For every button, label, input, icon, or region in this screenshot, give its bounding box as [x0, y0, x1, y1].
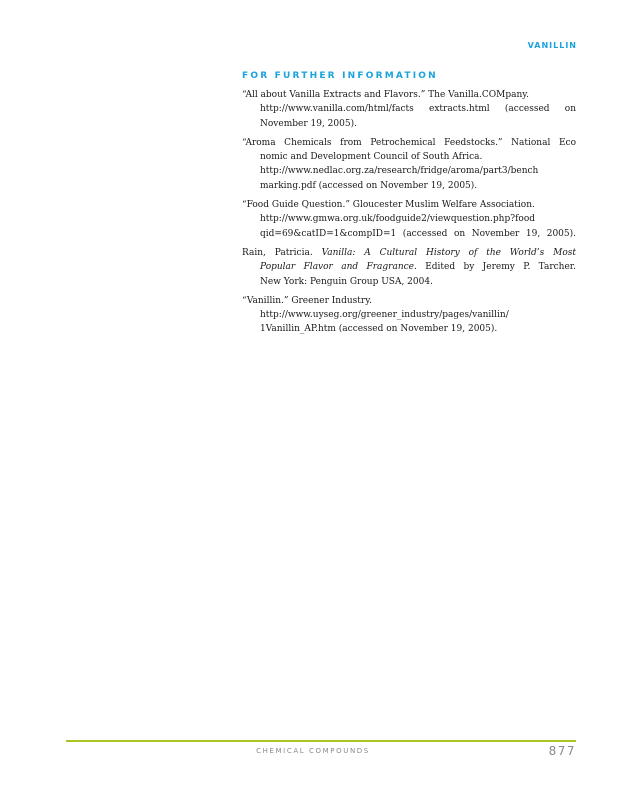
running-head: VANILLIN	[527, 41, 577, 50]
reference-book-title: Popular Flavor and Fragrance.	[260, 262, 417, 273]
reference-line: “Food Guide Question.” Gloucester Muslim Welfare Association.	[242, 200, 535, 211]
reference-author: Rain, Patricia.	[242, 247, 313, 258]
footer-book-title: CHEMICAL COMPOUNDS	[256, 747, 370, 755]
reference-line: http://www.vanilla.com/html/facts extracts.html (accessed on	[260, 104, 576, 115]
reference-line: http://www.gmwa.org.uk/foodguide2/viewquestion.php?food	[260, 214, 535, 225]
reference-line: http://www.uyseg.org/greener_industry/pages/vanillin/	[260, 310, 509, 321]
reference-book-title: Vanilla: A Cultural History of the World’s Most	[321, 247, 576, 258]
reference-entry	[242, 136, 576, 193]
reference-entry	[242, 246, 576, 289]
reference-line: qid=69&catID=1&compID=1 (accessed on November 19, 2005).	[260, 228, 576, 239]
reference-line: November 19, 2005).	[260, 118, 357, 129]
reference-text: Edited by Jeremy P. Tarcher.	[425, 262, 576, 273]
section-heading: FOR FURTHER INFORMATION	[242, 71, 438, 81]
reference-line: “Aroma Chemicals from Petrochemical Feedstocks.” National Eco	[242, 137, 576, 148]
reference-entry	[242, 88, 576, 131]
reference-line: 1Vanillin_AP.htm (accessed on November 19, 2005).	[260, 324, 498, 335]
reference-line: “Vanillin.” Greener Industry.	[242, 295, 372, 306]
reference-line: “All about Vanilla Extracts and Flavors.” The Vanilla.COMpany.	[242, 90, 529, 100]
reference-entry	[242, 294, 576, 337]
reference-line: http://www.nedlac.org.za/research/fridge/aroma/part3/bench	[260, 166, 539, 177]
footer-rule	[66, 740, 576, 742]
reference-line	[242, 260, 576, 274]
page-number: 877	[548, 744, 576, 758]
reference-list	[242, 88, 576, 342]
reference-line: marking.pdf (accessed on November 19, 2005).	[260, 180, 478, 191]
reference-line: New York: Penguin Group USA, 2004.	[260, 276, 433, 287]
reference-entry	[242, 198, 576, 241]
reference-line	[242, 246, 576, 260]
reference-line: nomic and Development Council of South Africa.	[260, 152, 483, 163]
